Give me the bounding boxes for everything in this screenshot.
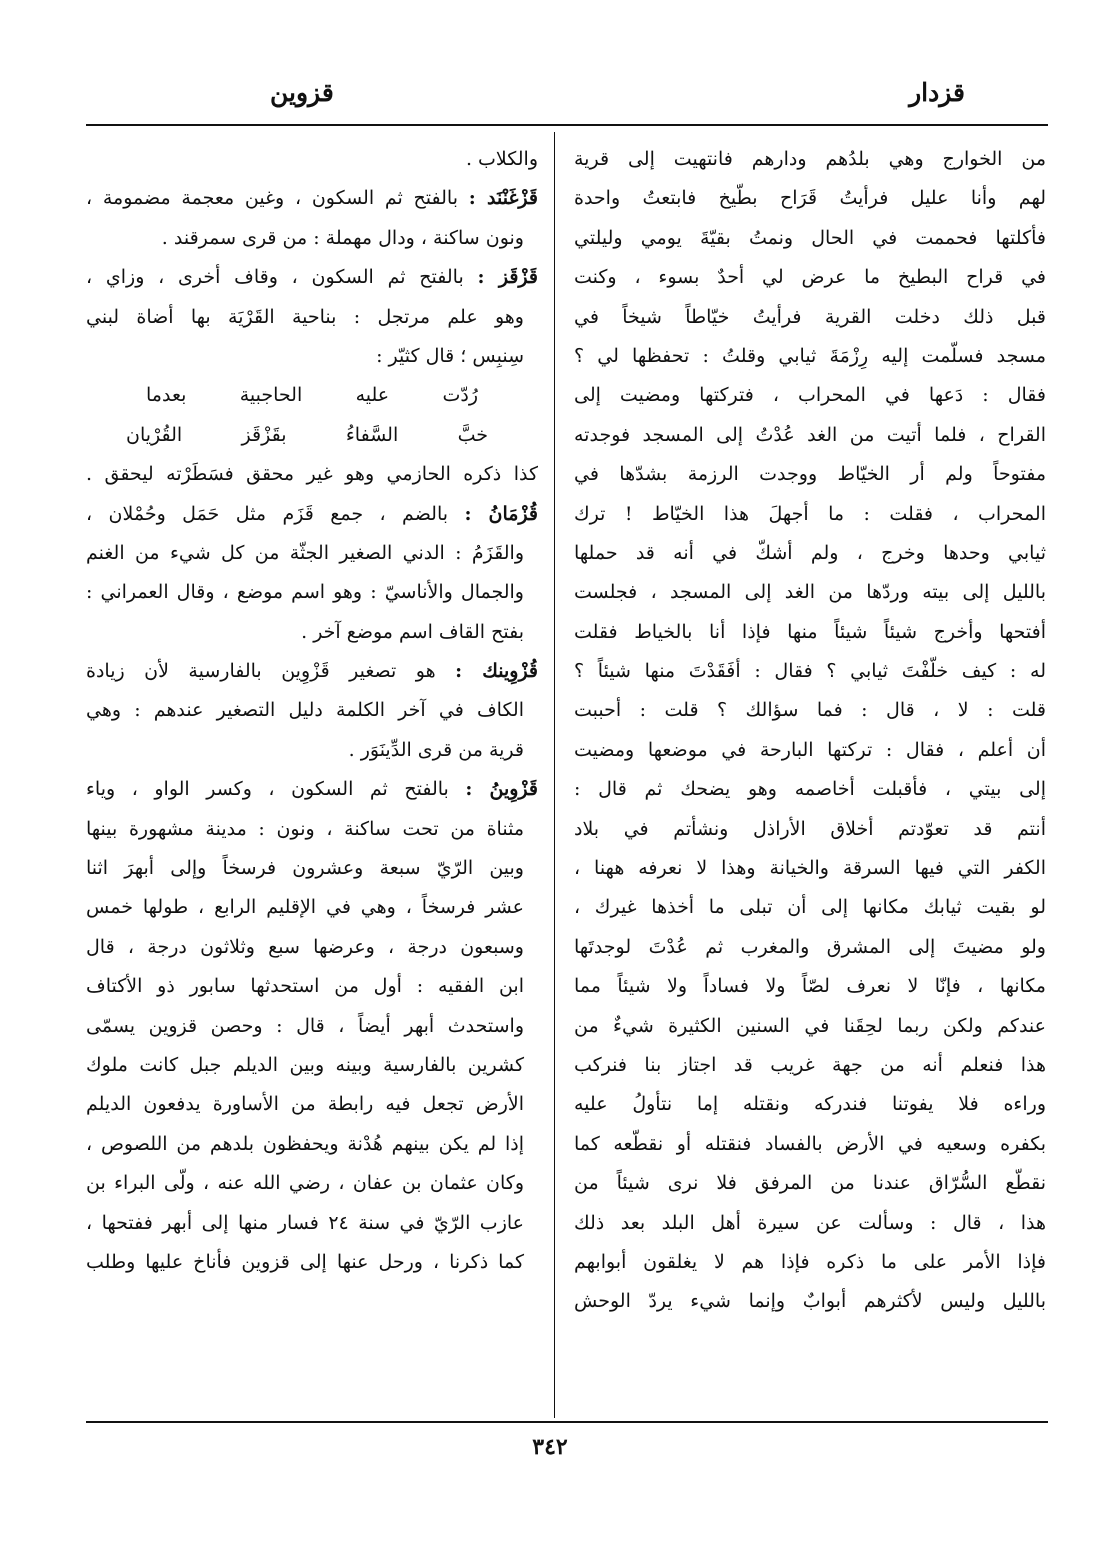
verse-line: خبَّ السَّفاءُ بقَزْقَز القُرْيان (126, 423, 488, 446)
entry-line: وبين الرّيّ سبعة وعشرون فرسخاً وإلى أبهرَ اثنا (86, 857, 524, 880)
headword: قَزْوِينُ : (465, 778, 538, 801)
entry-line (86, 258, 538, 297)
text-line: قلت : لا ، قال : فما سؤالك ؟ قلت : أحببت (574, 699, 1046, 722)
text-line: مكانها ، فإنّا لا نعرف لصّاً ولا فساداً ولا شيئاً مما (574, 975, 1046, 998)
text-line: القراح ، فلما أتيت من الغد عُدْتُ إلى المسجد فوجدته (574, 423, 1046, 446)
text-line: إلى بيتي ، فأقبلت أخاصمه وهو يضحك ثم قال : (574, 778, 1046, 801)
text-line: بالليل وليس لأكثرهم أبوابٌ وإنما شيء يردّ الوحش (574, 1290, 1046, 1313)
text-line: من الخوارج وهي بلدُهم ودارهم فانتهيت إلى قرية (574, 148, 1046, 170)
entry-line: الأرض تجعل فيه رابطة من الأساورة يدفعون الديلم (86, 1093, 524, 1116)
entry-line (86, 495, 538, 534)
text-line: لو بقيت ثيابك مكانها إلى أن تبلى ما أخذها غيرك ، (574, 896, 1046, 919)
verse-line: رُدّت عليه الحاجبية بعدما (146, 384, 478, 407)
headword: قُزْمَانُ : (464, 502, 538, 525)
entry-line (86, 770, 538, 809)
entry-line: واستحدث أبهر أيضاً ، قال : وحصن قزوين يسمّى (86, 1014, 524, 1037)
entry-line: كشرين بالفارسية وبينه وبين الديلم جبل كانت ملوك (86, 1053, 524, 1076)
text-line: الكفر التي فيها السرقة والخيانة وهذا لا نعرفه ههنا ، (574, 857, 1046, 880)
running-header-right: قزدار (909, 78, 965, 107)
text-line: وراءه فلا يفوتنا فندركه ونقتله إما نتأولُ عليه (574, 1093, 1046, 1116)
text-line: عندكم ولكن ربما لحِقَنا في السنين الكثيرة شيءٌ من (574, 1014, 1046, 1037)
text-line: بكفره وسعيه في الأرض بالفساد فنقتله أو نقطّعه كما (574, 1132, 1046, 1155)
entry-line: عشر فرسخاً ، وهي في الإقليم الرابع ، طولها خمس (86, 896, 524, 919)
entry-line: سِنبِس ؛ قال كثيّر : (376, 344, 524, 367)
headword: قَزْقَز : (477, 266, 538, 289)
entry-text: بالفتح ثم السكون ، وكسر الواو ، وياء (86, 778, 449, 801)
entry-line: والجمال والأناسيّ : وهو اسم موضع ، وقال العمراني : (86, 581, 524, 604)
entry-text: هو تصغير قَزْوِين بالفارسية لأن زيادة (86, 660, 436, 683)
entry-text: بالضم ، جمع قَزَم مثل حَمَل وحُمْلان ، (86, 502, 449, 525)
text-line: قبل ذلك دخلت القرية فرأيتُ خيّاطاً شيخاً في (574, 305, 1046, 328)
column-divider (554, 132, 555, 1418)
entry-line (86, 652, 538, 691)
text-line: مسجد فسلّمت إليه رِزْمَةَ ثيابي وقلتُ : تحفظها لي ؟ (574, 344, 1046, 367)
entry-line: بفتح القاف اسم موضع آخر . (301, 620, 524, 643)
footer-rule (86, 1421, 1048, 1423)
entry-line: والقَزَمُ : الدني الصغير الجثّة من كل شيء من الغنم (86, 541, 524, 564)
entry-line (86, 179, 538, 218)
text-line: أن أعلم ، فقال : تركتها البارحة في موضعها ومضيت (574, 738, 1046, 761)
entry-text: بالفتح ثم السكون ، وقاف أخرى ، وزاي ، (86, 266, 464, 289)
entry-line: ابن الفقيه : أول من استحدثها سابور ذو الأكتاف (86, 975, 524, 998)
header-rule (86, 124, 1048, 126)
page-number: ٣٤٢ (532, 1434, 568, 1460)
text-line: أنتم قد تعوّدتم أخلاق الأراذل ونشأتم في بلاد (574, 817, 1046, 840)
entry-line: كما ذكرنا ، ورحل عنها إلى قزوين فأناخ عليها وطلب (86, 1250, 524, 1273)
left-column (86, 140, 538, 1282)
entry-line: وهو علم مرتجل : بناحية القَرْيَة بها أضاة لبني (86, 305, 524, 328)
text-line: ثيابي وحدها وخرج ، ولم أشكّ في أنه قد حملها (574, 541, 1046, 564)
entry-text: بالفتح ثم السكون ، وغين معجمة مضمومة ، (86, 187, 458, 210)
text-line: المحراب ، فقلت : ما أجهلَ هذا الخيّاط ! ترك (574, 502, 1046, 525)
entry-line: وسبعون درجة ، وعرضها سبع وثلاثون درجة ، قال (86, 935, 524, 958)
text-line: أفتحها وأخرج شيئاً شيئاً منها فإذا أنا بالخياط فقلت (574, 620, 1046, 643)
text-line: فأكلتها فحممت في الحال ونمتُ بقيّةَ يومي وليلتي (574, 226, 1046, 249)
running-header-left: قزوين (270, 78, 334, 107)
entry-line: إذا لم يكن بينهم هُدْنة ويحفظون بلدهم من اللصوص ، (86, 1132, 524, 1155)
text-line: بالليل إلى بيته وردّها من الغد إلى المسجد ، فجلست (574, 581, 1046, 604)
headword: قَزْغَنْنَد : (468, 187, 538, 210)
entry-line: عازب الرّيّ في سنة ٢٤ فسار منها إلى أبهر ففتحها ، (86, 1211, 524, 1234)
text-line: هذا ، قال : وسألت عن سيرة أهل البلد بعد ذلك (574, 1211, 1046, 1234)
right-column (574, 140, 1046, 1322)
continuation-line: والكلاب . (465, 148, 538, 170)
text-line: فإذا الأمر على ما ذكره فإذا هم لا يغلقون أبوابهم (574, 1250, 1046, 1273)
entry-line: مثناة من تحت ساكنة ، ونون : مدينة مشهورة بينها (86, 817, 524, 840)
text-line: في قراح البطيخ ما عرض لي أحدٌ بسوء ، وكنت (574, 266, 1046, 289)
entry-line: قرية من قرى الدِّينَوَر . (348, 738, 524, 761)
text-line: لهم وأنا عليل فرأيتُ قَرَاح بطّيخ فابتعتُ واحدة (574, 187, 1046, 210)
text-line: هذا فنعلم أنه من جهة غريب قد اجتاز بنا فنركب (574, 1053, 1046, 1076)
entry-line: الكاف في آخر الكلمة دليل التصغير عندهم : وهي (86, 699, 524, 722)
text-line: ولو مضيتَ إلى المشرق والمغرب ثم عُدْتَ لوجدتَها (574, 935, 1046, 958)
text-line: مفتوحاً ولم أر الخيّاط ووجدت الرزمة بشدّها في (574, 463, 1046, 486)
text-line: له : كيف خلّفْتَ ثيابي ؟ فقال : أفَقَدْتَ منها شيئاً ؟ (574, 660, 1046, 683)
headword: قُزْوِينك : (455, 660, 538, 683)
entry-line: كذا ذكره الحازمي وهو غير محقق فسَطَرْته ليحقق . (86, 463, 538, 486)
entry-line: ونون ساكنة ، ودال مهملة : من قرى سمرقند . (161, 226, 524, 249)
text-line: فقال : دَعها في المحراب ، فتركتها ومضيت إلى (574, 384, 1046, 407)
entry-line: وكان عثمان بن عفان ، رضي الله عنه ، ولّى البراء بن (86, 1172, 524, 1195)
text-line: نقطّع السُّرّاق عندنا من المرفق فلا نرى شيئاً من (574, 1172, 1046, 1195)
